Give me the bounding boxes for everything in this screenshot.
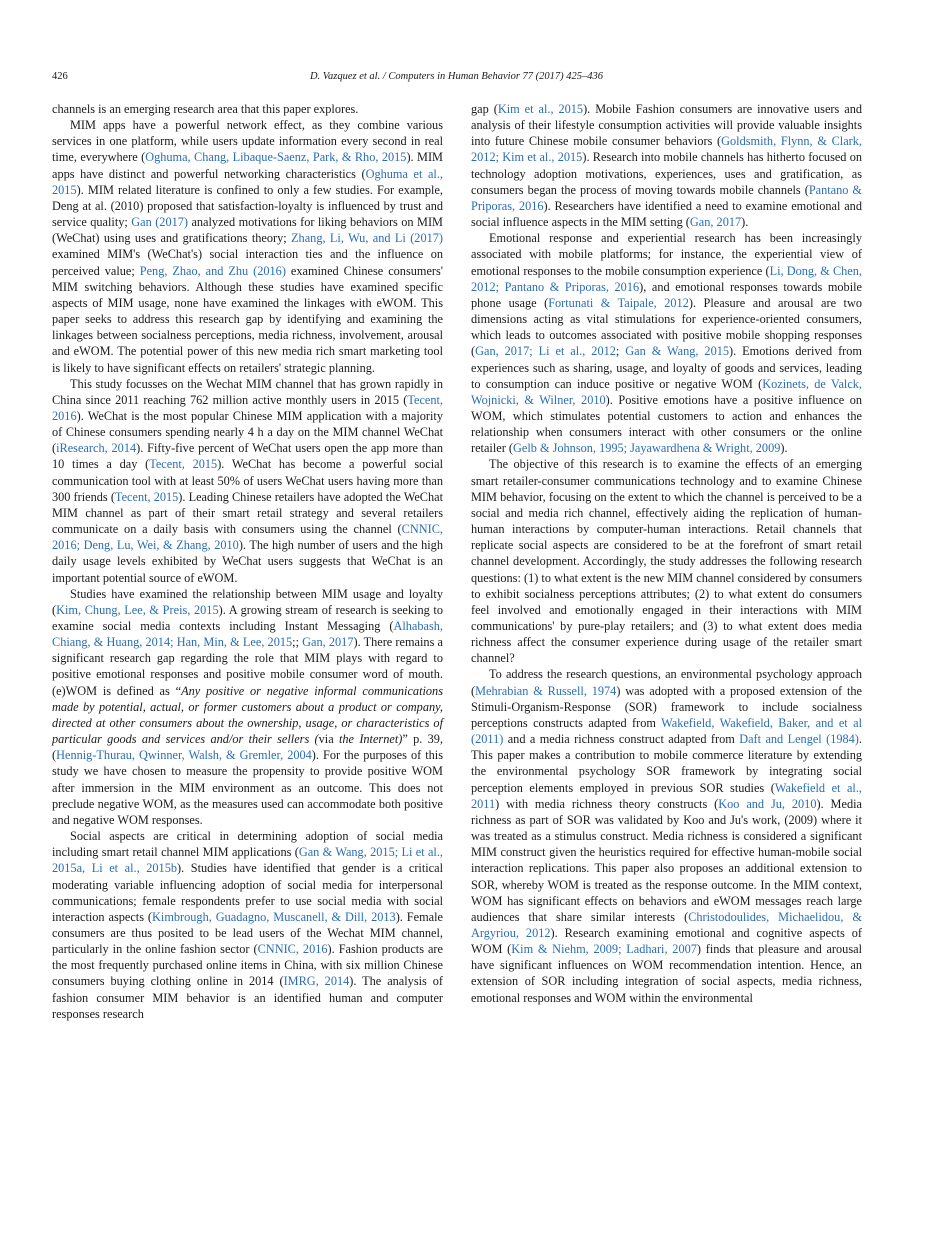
citation-link[interactable]: Wakefield et al., 2011 [471, 780, 862, 811]
body-text: ). The high number of users and the high daily usage levels exhibited by WeChat users suggests that WeChat is an important potential source of eWOM. [52, 538, 443, 585]
body-text: ). Mobile Fashion consumers are innovative users and analysis of their lifestyle consumption activities will provide valuable insights into future Chinese mobile consumer behaviors ( [471, 102, 862, 149]
body-text: ). Positive emotions have a positive influence on WOM, which stimulates potential customers to action and enhances the relationship when consumers interact with other consumers or the online retailer ( [471, 392, 862, 456]
body-text: ). MIM related literature is confined to only a few studies. For example, Deng at al. (2010) proposed that satisfaction-loyalty is influenced by trust and service quality; [52, 182, 443, 230]
body-text: ” p. 39, ( [52, 732, 444, 763]
citation-link[interactable]: Kim, Chung, Lee, & Preis, 2015 [56, 602, 219, 617]
citation-link[interactable]: Wakefield, Wakefield, Baker, and et al (2011) [471, 715, 862, 747]
citation-link[interactable]: CNNIC, 2016 [257, 942, 328, 957]
citation-link[interactable]: Gan & Wang, 2015 [625, 344, 730, 359]
citation-link[interactable]: Zhang, Li, Wu, and Li (2017) [291, 231, 443, 246]
citation-link[interactable]: IMRG, 2014 [283, 974, 350, 989]
body-text: ). For the purposes of this study we have chosen to measure the propensity to provide positive WOM after immersion in the MIM environment as an outcome. This does not preclude negative WOM, as the measures used can accommodate both positive and negative WOM responses. [52, 748, 443, 827]
journal-citation-line: D. Vazquez et al. / Computers in Human Behavior 77 (2017) 425–436 [309, 71, 604, 82]
citation-link[interactable]: Peng, Zhao, and Zhu (2016) [139, 263, 286, 278]
citation-link[interactable]: Li, Dong, & Chen, 2012; Pantano & Priporas, 2016 [471, 263, 862, 294]
body-text: ). Research examining emotional and cognitive aspects of WOM ( [471, 925, 862, 957]
body-text: examined MIM's (WeChat's) social interaction ties and the influence on perceived value; [52, 247, 443, 278]
body-text: ) finds that pleasure and arousal have significant influences on WOM recommendation intention. Hence, an extension of SOR including integration of social aspects, media richness, emotional responses and WOM within the environmental [471, 942, 862, 1005]
body-text: ). MIM apps have distinct and powerful networking characteristics ( [52, 150, 443, 181]
citation-link[interactable]: Christodoulides, Michaelidou, & Argyriou, 2012 [471, 909, 862, 940]
body-text: ). Studies have identified that gender is a critical moderating variable influencing adoption of social media for interpersonal communications; female respondents prefer to use social media with social interaction aspects ( [52, 861, 443, 924]
body-text: ). [780, 441, 788, 456]
citation-link[interactable]: Tecent, 2015 [114, 489, 179, 504]
running-header [52, 71, 861, 87]
paragraph [471, 230, 862, 456]
body-text: ). Research into mobile channels has hitherto focused on technology adoption motivations, experiences, uses and gratification, as consumers began the process of moving towards mobile channels ( [471, 150, 862, 197]
body-text: the Internet) [333, 732, 403, 747]
body-text: ). Media richness as part of SOR was validated by Koo and Ju's work, (2009) where it was treated as a stimulus construct. Media richness is considered a significant MIM construct given the heuristics required for effective human-mobile social interaction replications. This paper also proposes an additional extension to SOR, whereby WOM is treated as the response outcome. In the MIM context, WOM has significant effects on behaviors and eWOM messages reach large audiences that share similar interests ( [471, 796, 862, 924]
body-text: gap ( [471, 102, 498, 116]
body-text: ). WeChat has become a powerful social communication tool with at least 50% of users WeChat users having more than 300 friends ( [52, 457, 443, 504]
body-text: ). There remains a significant research gap regarding the role that MIM plays with regard to positive emotional responses and positive mobile consumer word of mouth. (e)WOM is defined as “ [52, 635, 443, 698]
citation-link[interactable]: Pantano & Priporas, 2016 [471, 182, 862, 213]
citation-link[interactable]: CNNIC, 2016; Deng, Lu, Wei, & Zhang, 2010 [52, 522, 443, 553]
body-text: ) with media richness theory constructs ( [495, 796, 719, 811]
body-text: Social aspects are critical in determining adoption of social media including smart retail channel MIM applications ( [52, 829, 443, 860]
body-text: and a media richness construct adapted from [503, 732, 740, 747]
paragraph [52, 586, 443, 828]
citation-link[interactable]: Daft and Lengel (1984) [739, 732, 859, 747]
citation-link[interactable]: Gan, 2017; Li et al., 2012 [475, 344, 616, 359]
body-text: ). WeChat is the most popular Chinese MIM application with a majority of Chinese consumers spending nearly 4 h a day on the MIM channel WeChat ( [52, 408, 443, 456]
body-text: examined Chinese consumers' MIM switching behaviors. Although these studies have examined specific aspects of MIM usage, none have examined the linkages with eWOM. This paper seeks to address this research gap by identifying and examining the linkages between socialness perceptions, media richness, involvement, arousal and eWOM. The potential power of this new media rich smart marketing tool is likely to have significant effects on retailers' strategic planning. [52, 263, 444, 375]
citation-link[interactable]: Kim et al., 2015 [497, 102, 584, 116]
paragraph [471, 101, 862, 230]
body-text: via [318, 732, 334, 747]
body-text: analyzed motivations for liking behaviors on MIM (WeChat) using uses and gratifications theory; [52, 215, 443, 246]
citation-link[interactable]: iResearch, 2014 [56, 441, 137, 456]
body-text: ) was adopted with a proposed extension of the Stimuli-Organism-Response (SOR) framework to include socialness perceptions constructs adapted from [471, 683, 862, 730]
page-number: 426 [52, 71, 68, 82]
body-text: ). Emotions derived from experiences such as sharing, usage, and loyalty of goods and services, leading to consumption can induce positive or negative WOM ( [471, 344, 862, 391]
paragraph [52, 117, 443, 376]
right-column [471, 101, 862, 1006]
body-text: Emotional response and experiential research has been increasingly associated with mobile platforms; for instance, the experiential view of emotional responses to the mobile consumption experience ( [471, 231, 862, 278]
citation-link[interactable]: Oghuma, Chang, Libaque-Saenz, Park, & Rho, 2015 [145, 150, 407, 165]
body-text: Studies have examined the relationship between MIM usage and loyalty ( [52, 586, 443, 617]
body-text: ). Female consumers are thus posited to be lead users of the Wechat MIM channel, particularly in the online fashion sector ( [52, 909, 443, 957]
body-text: ; [615, 344, 626, 359]
paragraph [52, 101, 443, 117]
paragraph [471, 666, 862, 1005]
body-text: ). Fashion products are the most frequently purchased online items in China, with six million Chinese consumers buying clothing online in 2014 ( [52, 942, 443, 989]
citation-link[interactable]: Tecent, 2015 [149, 457, 218, 472]
body-text: ). Leading Chinese retailers have adopted the WeChat MIM channel as part of their smart retail strategy and several retailers communicate on a daily basis with consumers using the channel ( [52, 489, 443, 537]
citation-link[interactable]: Gan (2017) [131, 215, 188, 230]
citation-link[interactable]: Gan, 2017 [302, 635, 354, 650]
citation-link[interactable]: Tecent, 2016 [52, 392, 443, 423]
body-text: ). A growing stream of research is seeking to examine social media contexts including Instant Messaging ( [52, 602, 443, 633]
citation-link[interactable]: Alhabash, Chiang, & Huang, 2014; Han, Min, & Lee, 2015 [52, 619, 443, 650]
paragraph [471, 456, 862, 666]
citation-link[interactable]: Mehrabian & Russell, 1974 [475, 683, 617, 698]
body-text: channels is an emerging research area that this paper explores. [52, 102, 359, 116]
citation-link[interactable]: Kozinets, de Valck, Wojnicki, & Wilner, 2010 [471, 376, 862, 407]
left-column [52, 101, 443, 1022]
citation-link[interactable]: Gan, 2017 [689, 215, 742, 230]
body-text: ). The analysis of fashion consumer MIM behavior is an identified human and computer responses research [52, 974, 443, 1021]
body-text: This study focusses on the Wechat MIM channel that has grown rapidly in China since 2011 reaching 762 million active monthly users in 2015 ( [52, 376, 443, 407]
body-text: ). Pleasure and arousal are two dimensions acting as vital stimulations for experience-oriented consumers, which leads to outcomes associated with positive mobile shopping responses ( [471, 295, 863, 359]
citation-link[interactable]: Goldsmith, Flynn, & Clark, 2012; Kim et al., 2015 [471, 134, 862, 165]
body-text: ). [741, 215, 749, 230]
body-text: Any positive or negative informal communications made by potential, actual, or former customers about a product or company, directed at other consumers about the ownership, usage, or characteristics of particular goods and services and/or their sellers ( [52, 683, 443, 747]
body-text: ). Researchers have identified a need to examine emotional and social influence aspects in the MIM setting ( [471, 198, 862, 230]
paragraph [52, 376, 443, 586]
citation-link[interactable]: Koo and Ju, 2010 [718, 796, 817, 811]
citation-link[interactable]: Fortunati & Taipale, 2012 [548, 295, 689, 310]
body-text: ), and emotional responses towards mobile phone usage ( [471, 279, 862, 310]
citation-link[interactable]: Oghuma et al., 2015 [52, 166, 443, 197]
body-text: ;; [292, 635, 303, 650]
body-text: The objective of this research is to examine the effects of an emerging smart retailer-consumer communications technology and to examine Chinese MIM behavior, focusing on the extent to which the channel is perceived to be a social and media rich channel, effectively aiding the replication of human-human interactions by computer-human interactions. Retail channels that replicate social aspects are considered to be at the forefront of smart retail channel development. Accordingly, the study addresses the following research questions: (1) to what extent is the new MIM channel considered by consumers to exhibit socialness perceptions attributes; (2) to what extent do consumers feel involved and emotionally engaged in their interactions with MIM communications' by pure-play retailers; and (3) to what extent does media richness affect the consumer experience during usage of the retailer smart channel? [471, 457, 862, 666]
body-text: MIM apps have a powerful network effect, as they combine various services in one platform, while users update information every second in real time, everywhere ( [52, 118, 443, 165]
citation-link[interactable]: Kim & Niehm, 2009; Ladhari, 2007 [511, 942, 697, 957]
body-text: ). Fifty-five percent of WeChat users open the app more than 10 times a day ( [52, 441, 443, 472]
citation-link[interactable]: Gelb & Johnson, 1995; Jayawardhena & Wright, 2009 [512, 441, 781, 456]
citation-link[interactable]: Hennig-Thurau, Qwinner, Walsh, & Gremler, 2004 [56, 748, 312, 763]
body-text: . This paper makes a contribution to mobile commerce literature by extending the environmental psychology SOR framework by integrating social perception elements employed in previous SOR studies ( [471, 732, 862, 795]
citation-link[interactable]: Gan & Wang, 2015; Li et al., 2015a, Li et al., 2015b [52, 845, 443, 876]
paragraph [52, 828, 443, 1022]
body-text: To address the research questions, an environmental psychology approach ( [471, 667, 862, 698]
citation-link[interactable]: Kimbrough, Guadagno, Muscanell, & Dill, 2013 [152, 909, 396, 924]
